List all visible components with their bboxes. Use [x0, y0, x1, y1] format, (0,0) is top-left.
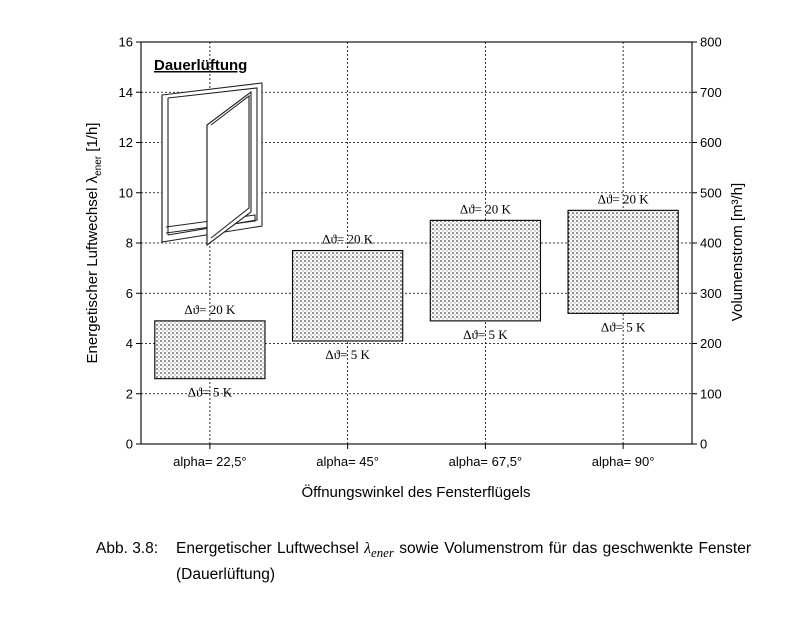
caption-text [176, 538, 751, 586]
y-axis-left-label: Energetischer Luftwechsel $\lambda_{ener}$ [1/h] [84, 122, 104, 364]
y-tick-label-left: 8 [125, 235, 133, 251]
window-illustration [162, 83, 262, 245]
range-bar [568, 210, 678, 313]
y-axis-right-label: Volumenstrom [m³/h] [729, 182, 746, 322]
x-tick-label: alpha= 22,5° [173, 454, 247, 469]
y-tick-label-right: 100 [700, 386, 722, 402]
y-tick-label-left: 0 [125, 436, 133, 452]
range-bar [155, 321, 265, 379]
bar-label-low: Δϑ= 5 K [325, 346, 370, 362]
bar-label-high: Δϑ= 20 K [322, 231, 374, 247]
y-tick-label-left: 14 [118, 84, 133, 100]
range-bar [430, 220, 540, 321]
bar-label-low: Δϑ= 5 K [600, 319, 646, 335]
y-tick-label-right: 0 [700, 436, 708, 452]
y-tick-label-right: 700 [700, 84, 722, 100]
bar-label-high: Δϑ= 20 K [184, 301, 236, 317]
bar-label-low: Δϑ= 5 K [187, 384, 233, 400]
y-tick-label-right: 300 [700, 285, 722, 301]
y-tick-label-right: 200 [700, 336, 722, 351]
bar-label-high: Δϑ= 20 K [459, 201, 511, 217]
x-tick-label: alpha= 67,5° [448, 454, 523, 469]
chart-title: Dauerlüftung [154, 57, 248, 74]
y-tick-label-right: 600 [700, 135, 722, 150]
caption-number: Abb. 3.8: [96, 540, 159, 557]
y-tick-label-left: 2 [125, 386, 133, 402]
caption-math: $\lambda_{ener}$ [364, 540, 394, 561]
x-tick-label: alpha= 90° [591, 454, 655, 469]
y-tick-label-left: 4 [125, 336, 133, 351]
bar-label-high: Δϑ= 20 K [597, 191, 649, 207]
y-tick-label-left: 6 [125, 285, 133, 301]
caption-text-start: Energetischer Luftwechsel [176, 540, 365, 557]
y-tick-label-right: 800 [700, 34, 722, 50]
x-axis-label: Öffnungswinkel des Fensterflügels [301, 484, 531, 501]
y-tick-label-right: 500 [700, 185, 722, 201]
caption-text-end: sowie Volumenstrom für das geschwenkte Fenster (Dauerlüftung) [176, 540, 751, 584]
y-tick-label-left: 12 [118, 135, 133, 150]
y-tick-label-right: 400 [700, 235, 722, 251]
x-tick-label: alpha= 45° [316, 454, 379, 469]
y-tick-label-left: 16 [118, 34, 133, 50]
range-bar [293, 251, 403, 341]
bar-label-low: Δϑ= 5 K [463, 326, 508, 342]
y-tick-label-left: 10 [118, 185, 133, 201]
